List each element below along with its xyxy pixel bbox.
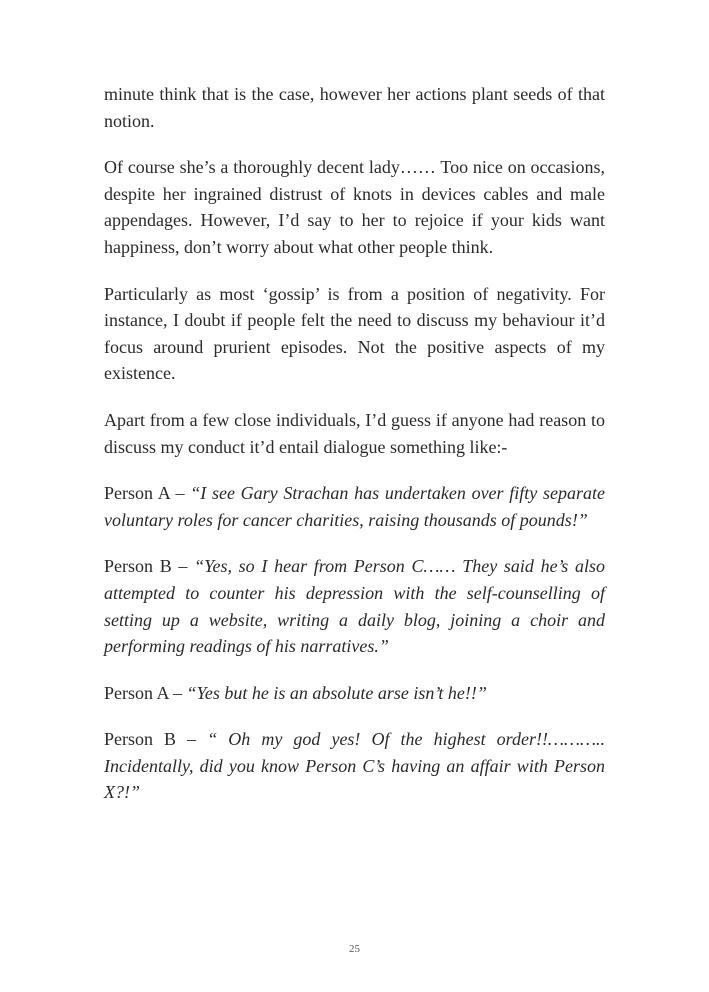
body-text bbox=[104, 81, 605, 826]
dialogue-line-1 bbox=[104, 480, 605, 533]
dialogue-speech: “I see Gary Strachan has undertaken over fifty separate voluntary roles for cancer charities, raising thousands of pounds!” bbox=[104, 483, 606, 530]
dialogue-speaker: Person A – bbox=[104, 682, 187, 703]
paragraph-3: Particularly as most ‘gossip’ is from a position of negativity. For instance, I doubt if people felt the need to discuss my behaviour it’d focus around prurient episodes. Not the positive aspects of my existence. bbox=[104, 283, 605, 384]
dialogue-speech: “Yes but he is an absolute arse isn’t he!!” bbox=[186, 682, 487, 703]
dialogue-speaker: Person A – bbox=[104, 483, 191, 504]
paragraph-4: Apart from a few close individuals, I’d guess if anyone had reason to discuss my conduct it’d entail dialogue something like:- bbox=[104, 409, 605, 457]
paragraph-2: Of course she’s a thoroughly decent lady…… Too nice on occasions, despite her ingrained distrust of knots in devices cables and male appendages. However, I’d say to her to rejoice if your kids want happiness, don’t worry about what other people think. bbox=[104, 157, 605, 257]
dialogue-line-2 bbox=[104, 553, 605, 659]
paragraph-1: minute think that is the case, however her actions plant seeds of that notion. bbox=[104, 84, 605, 131]
dialogue-speaker: Person B – bbox=[104, 729, 208, 750]
dialogue-line-4 bbox=[104, 726, 605, 806]
dialogue-speaker: Person B – bbox=[104, 556, 195, 577]
dialogue-speech: “ Oh my god yes! Of the highest order!!……….. Incidentally, did you know Person C’s having an affair with Person X?!” bbox=[104, 729, 605, 803]
dialogue-speech: “Yes, so I hear from Person C…… They said he’s also attempted to counter his depression with the self-counselling of setting up a website, writing a daily blog, joining a choir and performing readings of his narratives.” bbox=[104, 556, 605, 657]
dialogue-line-3 bbox=[104, 680, 605, 707]
page-number: 25 bbox=[349, 943, 360, 955]
